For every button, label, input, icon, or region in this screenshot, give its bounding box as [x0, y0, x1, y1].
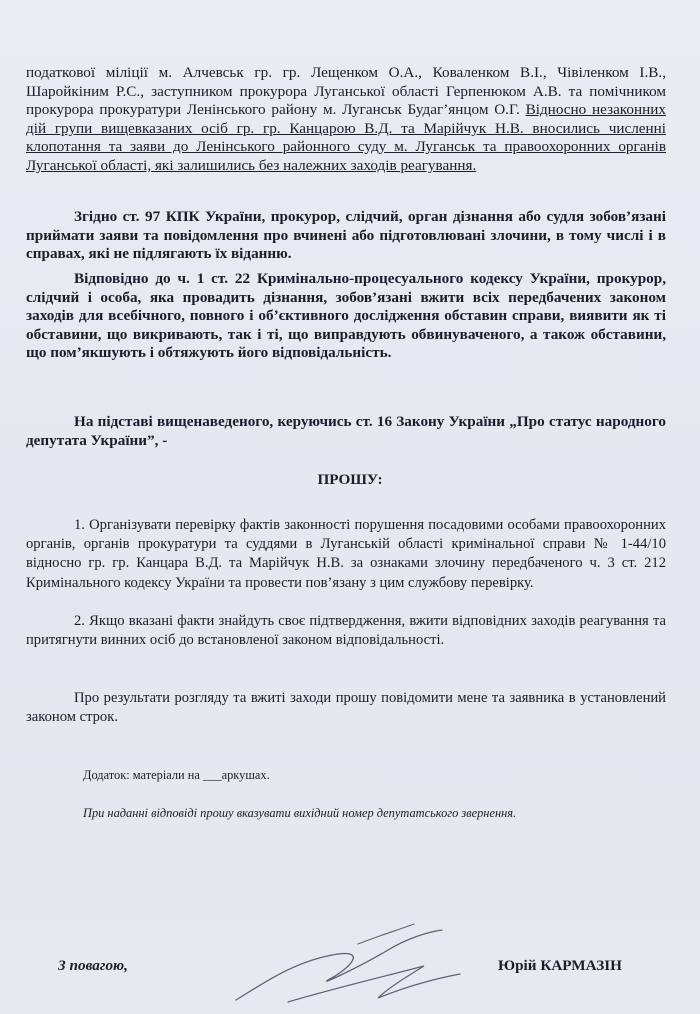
paragraph-legal-basis: На підставі вищенаведеного, керуючись ст. 16 Закону України „Про статус народного депутата України”, - [26, 413, 666, 449]
intro-text: податкової міліції м. Алчевськ гр. гр. Лещенком О.А., Коваленком В.І., Чівіленком І.В., Шаройкіним Р.С., заступником прокурора Луганської області Герпенюком А.В. та помічником прокурора прокуратури Ленінського району м. Луганськ Будаг’янцом О.Г. [26, 64, 666, 119]
paragraph-results: Про результати розгляду та вжиті заходи прошу повідомити мене та заявника в установлений законом строк. [26, 690, 666, 726]
reply-instruction-note: При наданні відповіді прошу вказувати вихідний номер депутатського звернення. [83, 806, 517, 820]
paragraph-article-97: Згідно ст. 97 КПК України, прокурор, слідчий, орган дізнання або судля зобов’язані приймати заяви та повідомлення про вчинені або підготовлювані злочини, в тому числі і в справах, які не підлягають їх віданню. [26, 208, 666, 263]
attachment-note: Додаток: матеріали на ___аркушах. [83, 768, 270, 782]
request-heading: ПРОШУ: [317, 471, 383, 488]
request-item-1: 1. Організувати перевірку фактів законності порушення посадовими особами правоохоронних органів, органів прокуратури та суддями в Луганській області кримінальної справи № 1-44/10 відносно гр. гр. Канцара В.Д. та Марійчук Н.В. за ознаками злочину передбаченого ч. 3 ст. 212 Кримінального кодексу України та провести пов’язану з цим службову перевірку. [26, 517, 666, 591]
closing-phrase: З повагою, [58, 957, 128, 974]
signer-name: Юрій КАРМАЗІН [498, 957, 622, 974]
handwritten-signature [228, 910, 468, 1014]
paragraph-article-22: Відповідно до ч. 1 ст. 22 Кримінально-процесуального кодексу України, прокурор, слідчий і особа, яка провадить дізнання, зобов’язані вжити всіх передбачених законом заходів для всебічного, повного і об’єктивного дослідження обставин справи, виявити як ті обставини, що викривають, так і ті, що виправдують обвинуваченого, а також обставини, що пом’якшують і обтяжують його відповідальність. [26, 270, 666, 362]
intro-underlined-text: Відносно незаконних дій групи вищевказаних осіб гр. гр. Канцарою В.Д. та Марійчук Н.В. вносились численні клопотання та заяви до Ленінського районного суду м. Луганськ та правоохоронних органів Луганської області, які залишились без належних заходів реагування. [26, 101, 666, 174]
request-item-2: 2. Якщо вказані факти знайдуть своє підтвердження, вжити відповідних заходів реагування та притягнути винних осіб до встановленої законом відповідальності. [26, 613, 666, 649]
intro-paragraph-continued [26, 64, 666, 176]
